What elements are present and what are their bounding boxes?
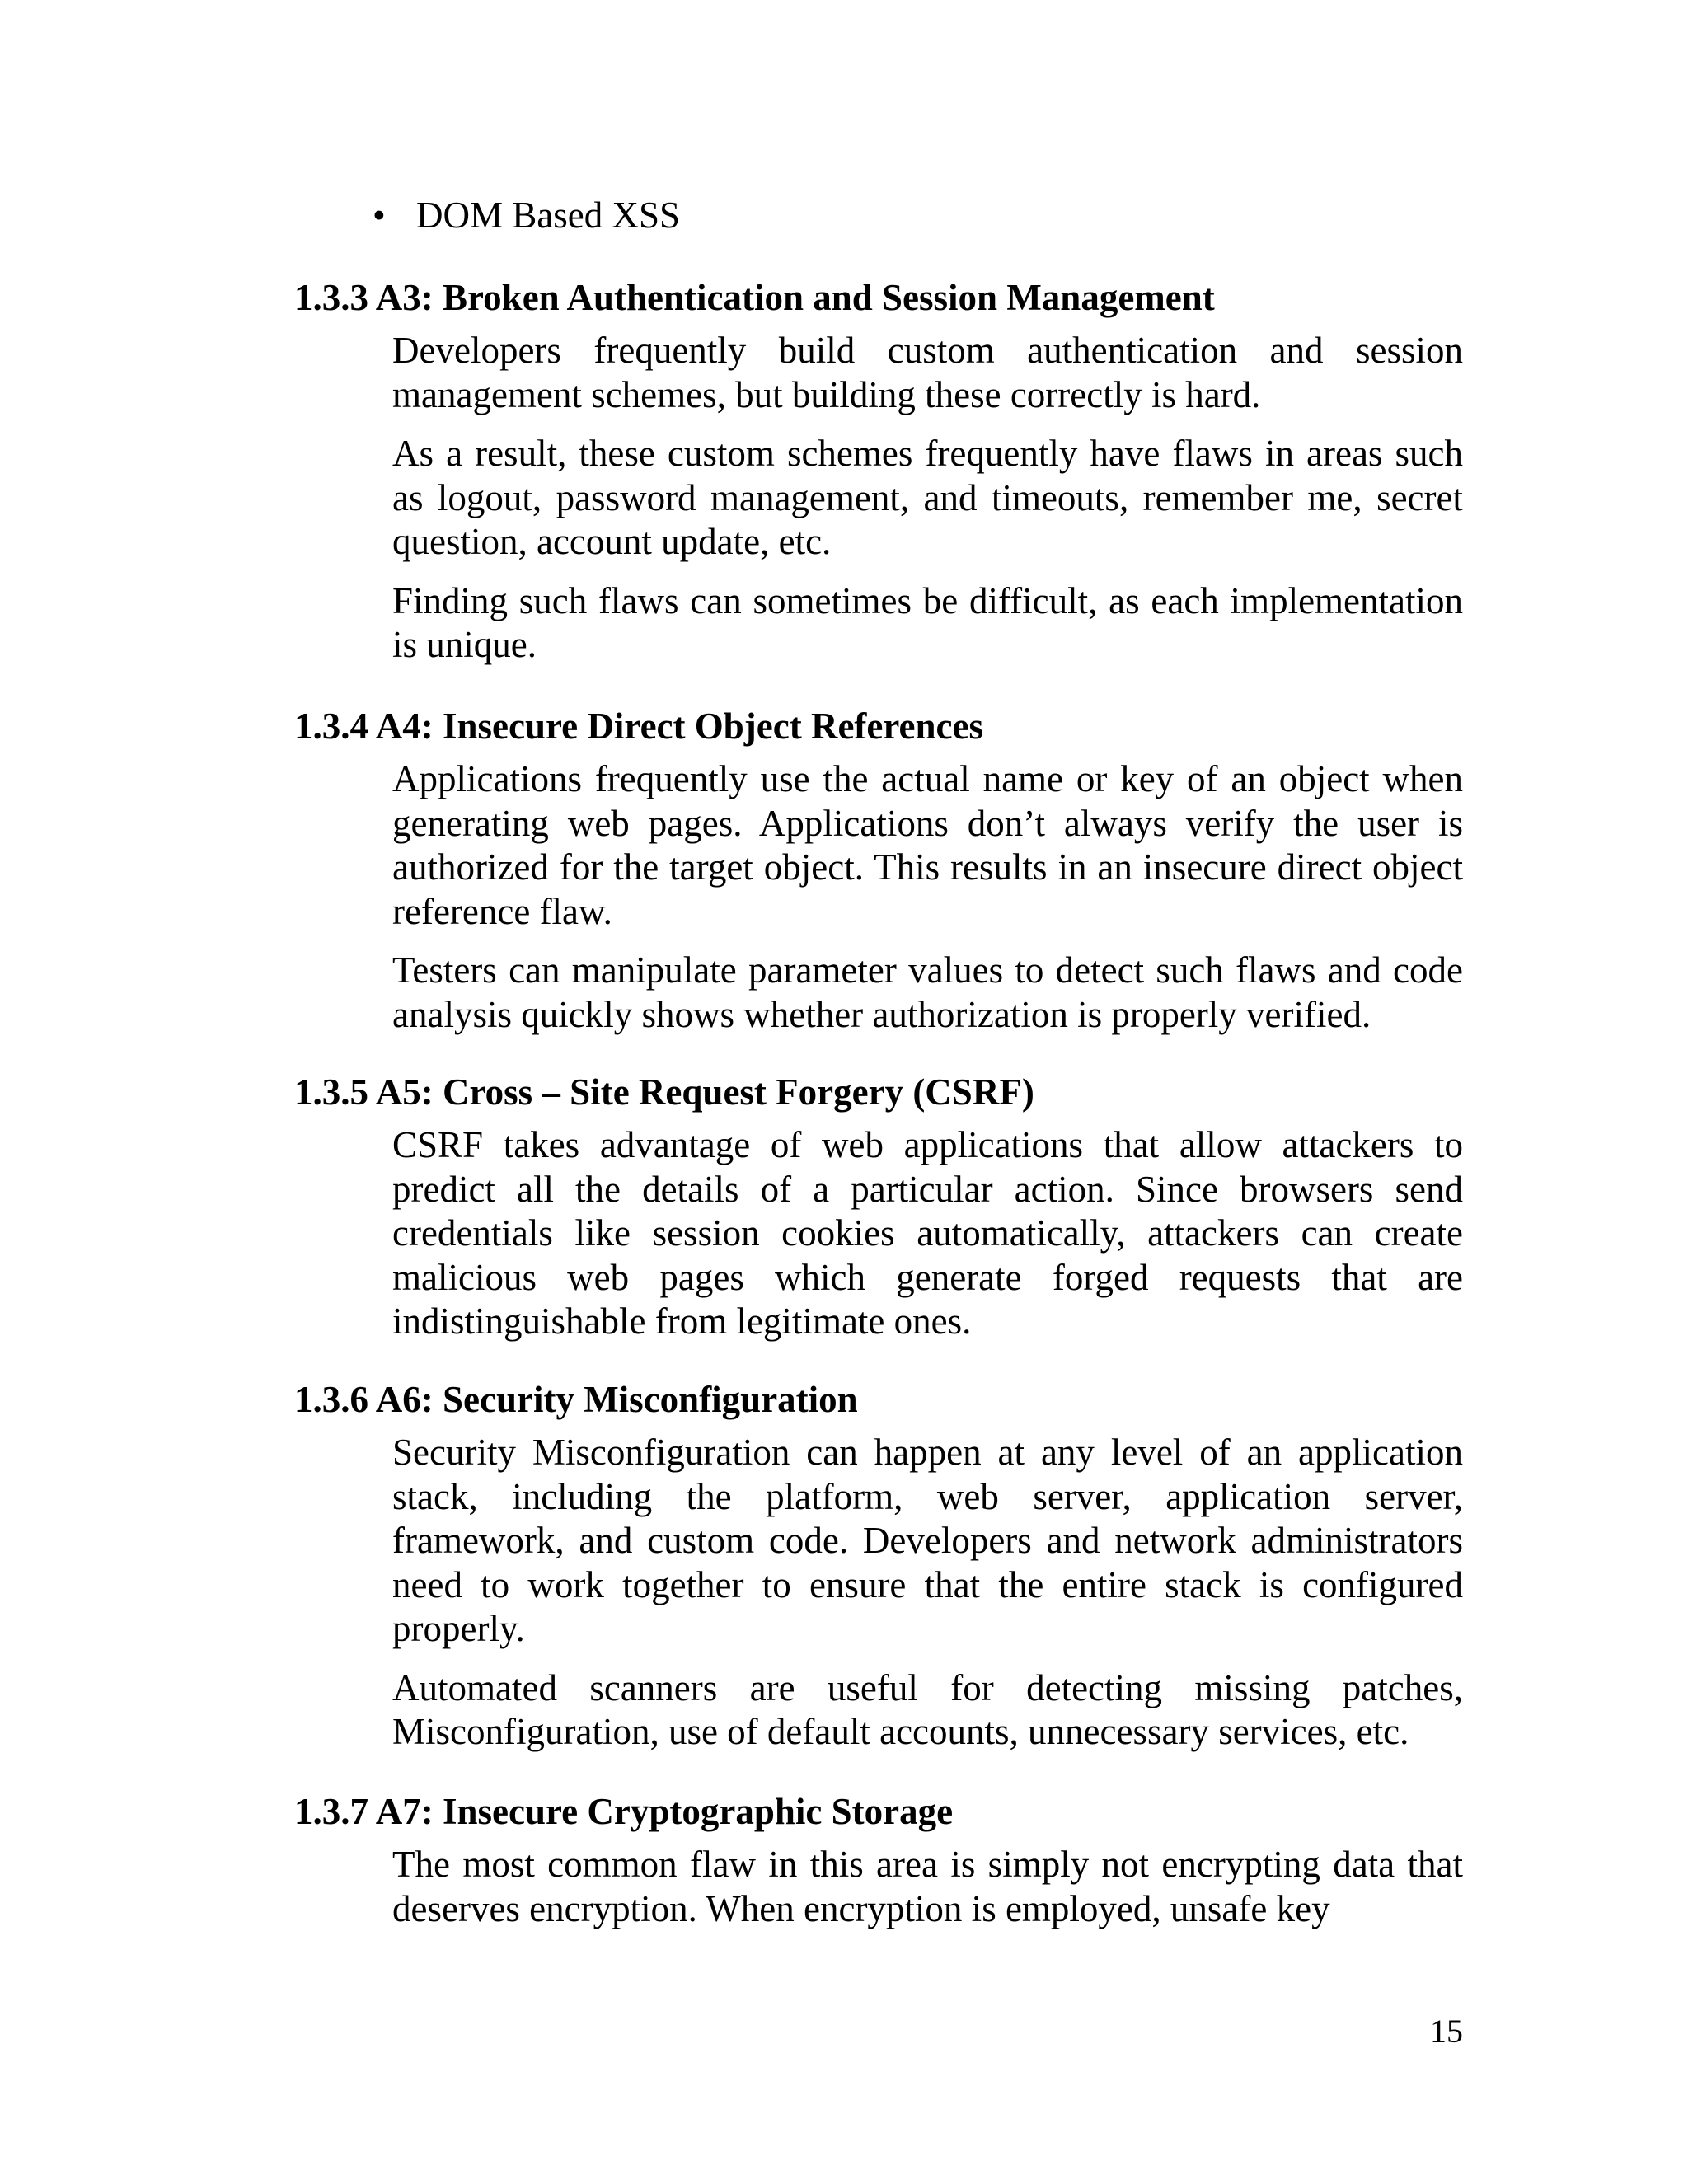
section-body (392, 757, 1463, 1037)
paragraph: Security Misconfiguration can happen at any level of an application stack, including the platform, web server, application server, framework, and custom code. Developers and network administrators need to work together to ensure that the entire stack is configured properly. (392, 1432, 1463, 1649)
section-a7 (294, 1788, 1465, 1946)
section-heading: 1.3.4 A4: Insecure Direct Object References (294, 705, 983, 747)
section-a3 (294, 274, 1465, 682)
section-heading: 1.3.3 A3: Broken Authentication and Session Management (294, 277, 1215, 318)
paragraph: Finding such flaws can sometimes be difficult, as each implementation is unique. (392, 579, 1463, 665)
section-a6 (294, 1376, 1465, 1769)
page-number: 15 (1430, 2013, 1463, 2050)
section-heading: 1.3.5 A5: Cross – Site Request Forgery (CSRF) (294, 1071, 1034, 1113)
bullet-list-item (373, 191, 681, 239)
section-heading: 1.3.6 A6: Security Misconfiguration (294, 1379, 858, 1420)
section-body (392, 1123, 1463, 1344)
paragraph: Automated scanners are useful for detecting missing patches, Misconfiguration, use of default accounts, unnecessary services, etc. (392, 1666, 1463, 1752)
paragraph: Applications frequently use the actual name or key of an object when generating web pages. Applications don’t always verify the user is authorized for the target object. This results in an insecure direct object reference flaw. (392, 758, 1463, 932)
paragraph: As a result, these custom schemes frequently have flaws in areas such as logout, password management, and timeouts, remember me, secret question, account update, etc. (392, 433, 1463, 562)
paragraph: CSRF takes advantage of web applications that allow attackers to predict all the details of a particular action. Since browsers send credentials like session cookies automatically, attackers can create malicious web pages which generate forged requests that are indistinguishable from legitimate ones. (392, 1124, 1463, 1342)
bullet-item-text: DOM Based XSS (416, 194, 681, 236)
section-body (392, 1843, 1463, 1931)
section-a4 (294, 703, 1465, 1052)
section-heading: 1.3.7 A7: Insecure Cryptographic Storage (294, 1791, 954, 1832)
section-body (392, 1431, 1463, 1755)
bullet-icon: • (373, 194, 386, 236)
paragraph: Developers frequently build custom authentication and session management schemes, but building these correctly is hard. (392, 330, 1463, 415)
paragraph: Testers can manipulate parameter values to detect such flaws and code analysis quickly shows whether authorization is properly verified. (392, 949, 1463, 1035)
paragraph: The most common flaw in this area is simply not encrypting data that deserves encryption. When encryption is employed, unsafe key (392, 1844, 1463, 1929)
section-body (392, 329, 1463, 668)
section-a5 (294, 1069, 1465, 1359)
